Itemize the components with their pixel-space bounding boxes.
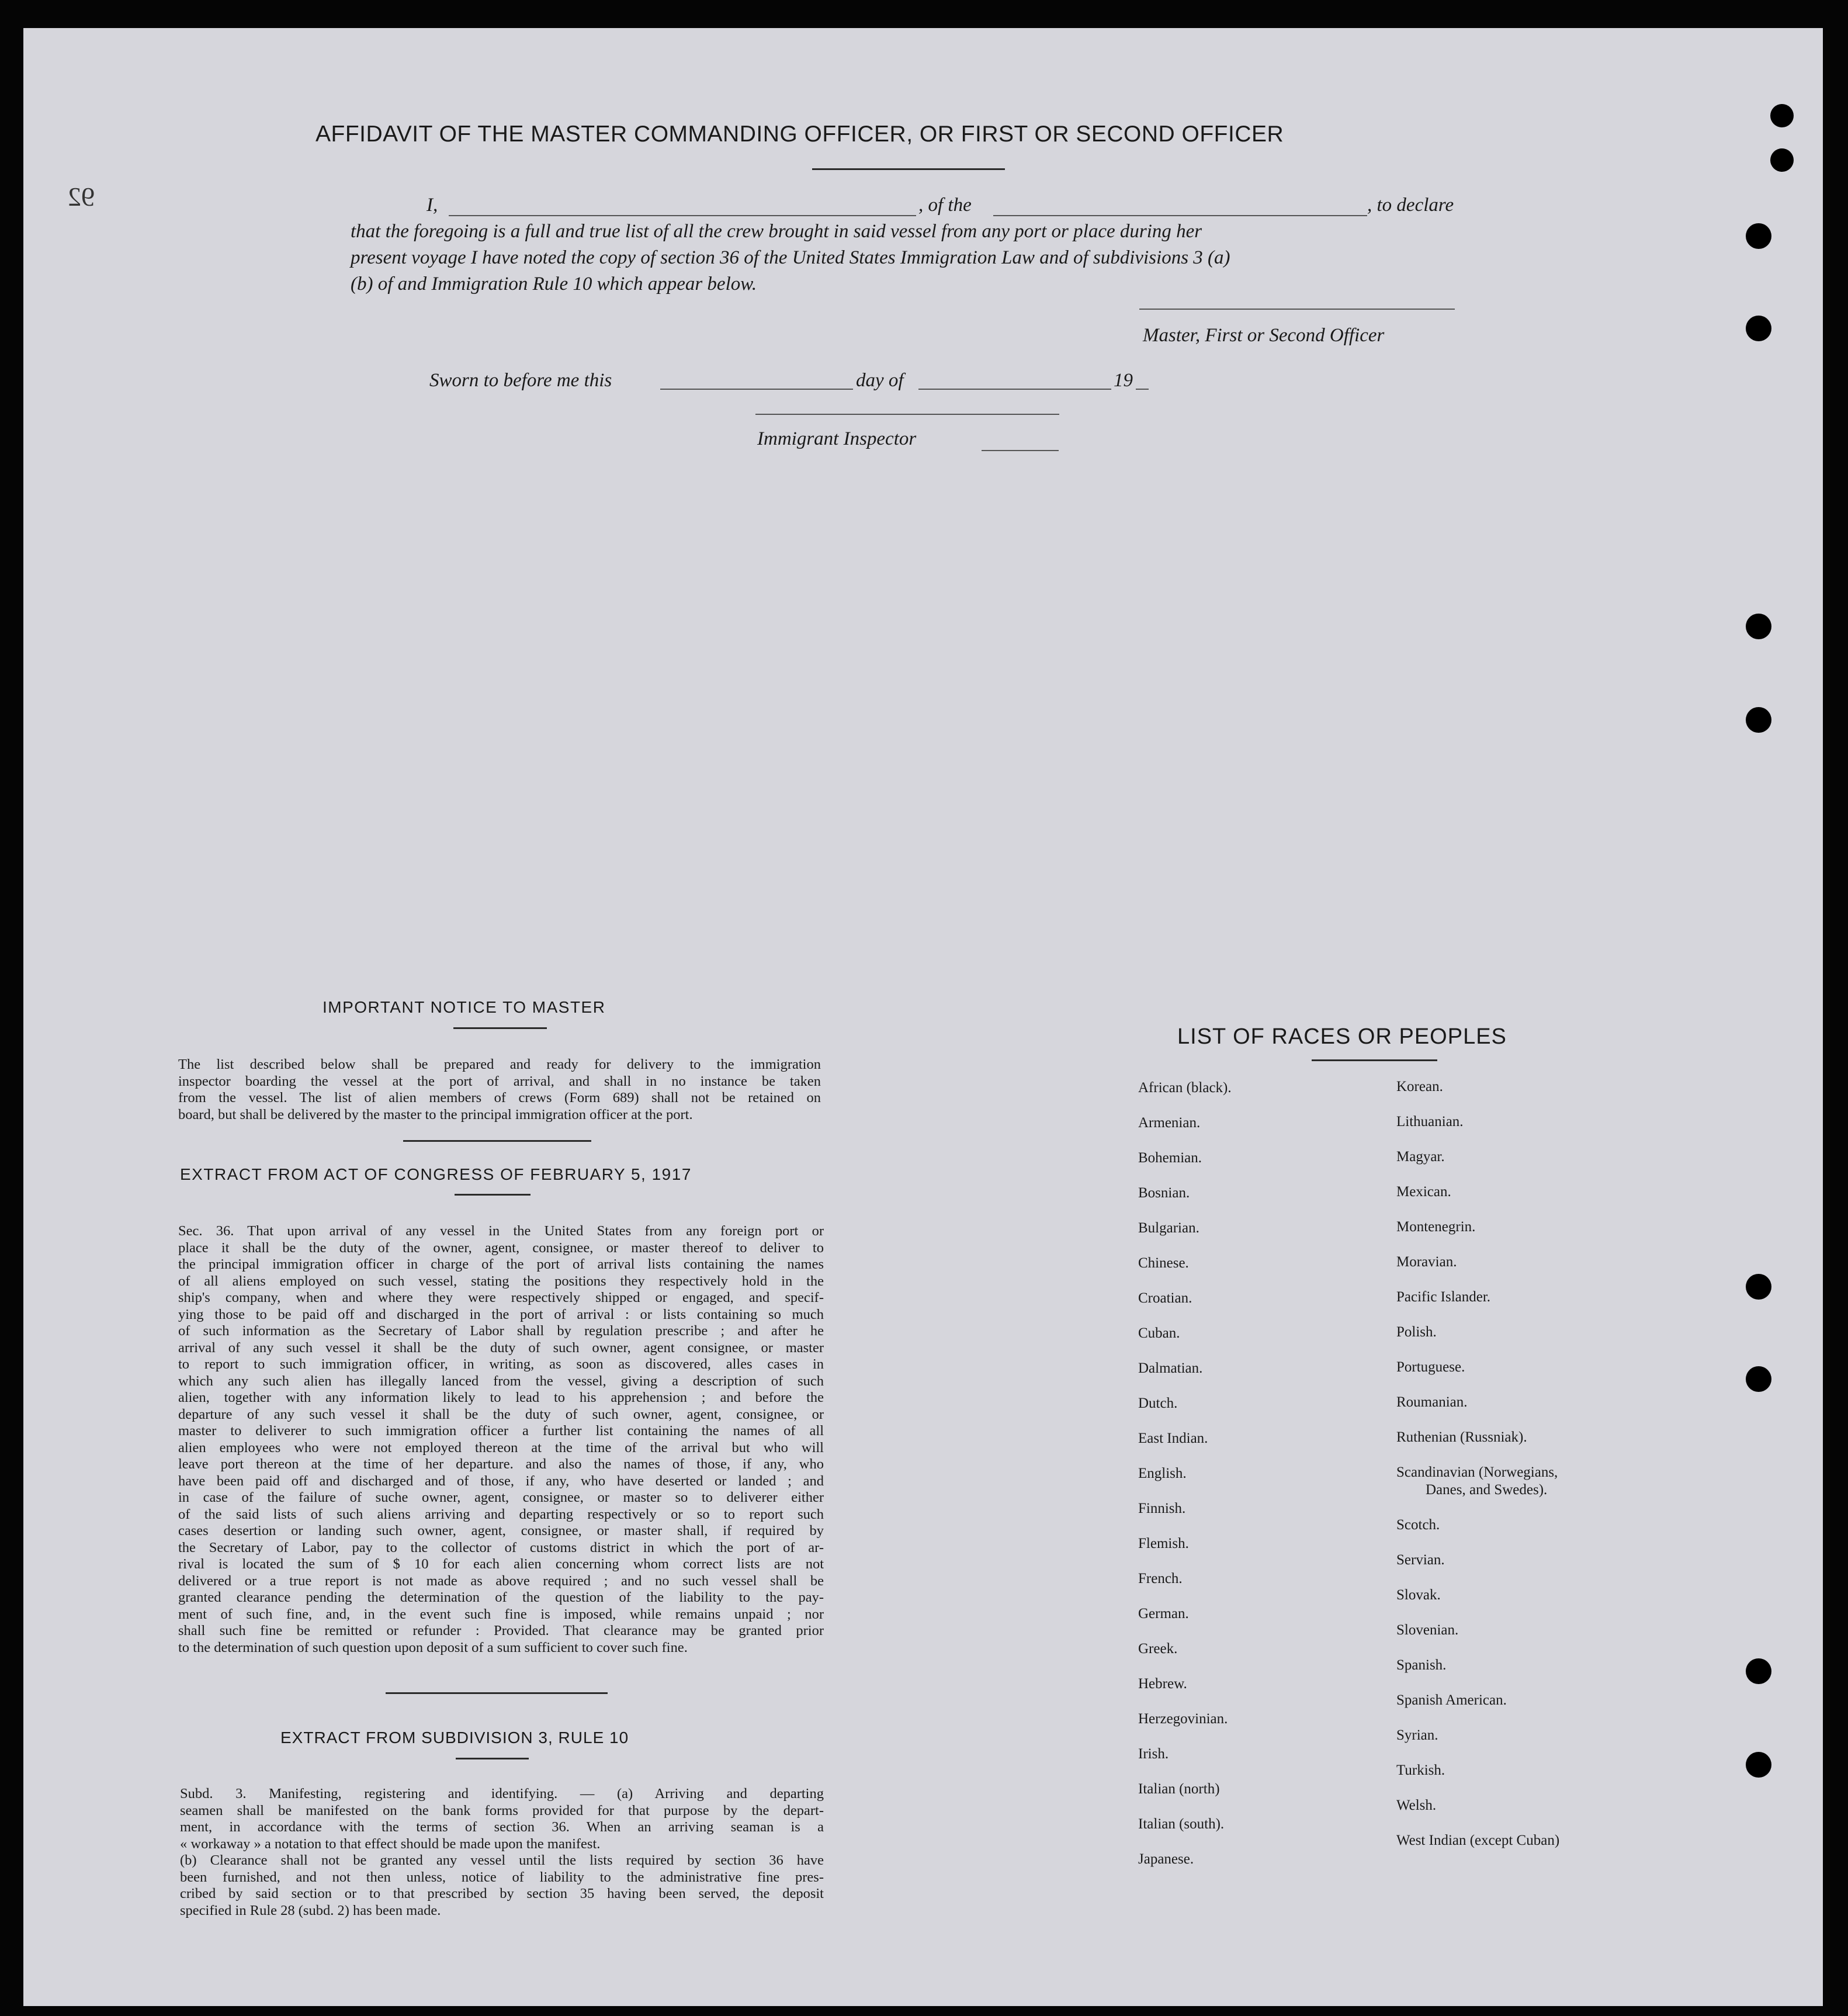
affidavit-line3: present voyage I have noted the copy of section 36 of the United States Immigration Law and of subdivisions 3 (a) (351, 247, 1230, 268)
affidavit-line1-a: I, (427, 195, 438, 216)
act-line: master to deliverer to such immigration officer a further list containing the names of all (178, 1423, 824, 1439)
act-line: ying those to be paid off and discharged in the port of arrival : or lists containing so much (178, 1306, 824, 1322)
act-line: which any such alien has illegally lanced from the vessel, giving a description of such (178, 1373, 824, 1389)
race-item: French. (1138, 1571, 1183, 1587)
act-line: ment of such fine, and, in the event such fine is imposed, while remains unpaid ; nor (178, 1606, 824, 1622)
title-underline (812, 168, 1005, 170)
rule-line: (b) Clearance shall not be granted any vessel until the lists required by section 36 have (180, 1852, 824, 1868)
races-title: LIST OF RACES OR PEOPLES (1177, 1024, 1507, 1049)
race-item: Armenian. (1138, 1115, 1201, 1131)
notice-line: inspector boarding the vessel at the port of arrival, and shall in no instance be taken (178, 1073, 821, 1089)
sworn-year-blank (1136, 389, 1149, 390)
race-item: Moravian. (1396, 1254, 1457, 1270)
page-number: 92 (68, 182, 95, 212)
act-line: place it shall be the duty of the owner, agent, consignee, or master thereof to deliver to (178, 1239, 824, 1256)
race-item: Dalmatian. (1138, 1360, 1203, 1376)
race-item: East Indian. (1138, 1430, 1208, 1446)
name-blank (449, 215, 916, 216)
race-item: Turkish. (1396, 1762, 1445, 1778)
rule-title: EXTRACT FROM SUBDIVISION 3, RULE 10 (280, 1729, 629, 1747)
act-line: the principal immigration officer in charge of the port of arrival lists containing the names (178, 1256, 824, 1272)
act-line: ship's company, when and where they were respectively shipped or engaged, and specif- (178, 1290, 824, 1305)
notice-divider (403, 1140, 591, 1142)
punch-hole (1746, 1366, 1771, 1392)
rule-line: « workaway » a notation to that effect should be made upon the manifest. (180, 1835, 601, 1852)
race-item: Korean. (1396, 1079, 1443, 1094)
sworn-text-c: 19 (1114, 370, 1133, 391)
race-item: Spanish American. (1396, 1692, 1507, 1708)
affidavit-line2: that the foregoing is a full and true list of all the crew brought in said vessel from any port or place during her (351, 221, 1202, 242)
act-line: in case of the failure of suche owner, agent, consignee, or master so to deliverer either (178, 1490, 824, 1505)
notice-line: from the vessel. The list of alien members of crews (Form 689) shall not be retained on (178, 1090, 821, 1106)
act-line: cases desertion or landing such owner, agent, consignee, or master shall, if required by (178, 1523, 824, 1539)
act-line: to the determination of such question upon deposit of a sum sufficient to cover such fine. (178, 1639, 688, 1655)
act-line: of such information as the Secretary of Labor shall by regulation prescribe ; and after he (178, 1323, 824, 1339)
race-item: Scandinavian (Norwegians, (1396, 1464, 1558, 1480)
rule-line: seamen shall be manifested on the bank forms provided for that purpose by the depart- (180, 1802, 824, 1818)
rule-body (180, 1786, 824, 1919)
race-item: Dutch. (1138, 1395, 1178, 1411)
act-line: to report to such immigration officer, in writing, as soon as discovered, alles cases in (178, 1356, 824, 1372)
race-item: Bosnian. (1138, 1185, 1190, 1201)
act-line: arrival of any such vessel it shall be the duty of such owner, agent consignee, or master (178, 1339, 824, 1356)
notice-title: IMPORTANT NOTICE TO MASTER (323, 998, 606, 1016)
sworn-text-b: day of (856, 370, 904, 391)
act-line: rival is located the sum of $ 10 for each alien concerning whom correct lists are not (178, 1556, 824, 1572)
notice-line: The list described below shall be prepared and ready for delivery to the immigration (178, 1057, 821, 1072)
inspector-line (755, 414, 1059, 415)
act-line: leave port thereon at the time of her departure. and also the names of those, if any, who (178, 1456, 824, 1472)
punch-hole (1746, 1274, 1771, 1300)
act-body (178, 1223, 824, 1656)
act-line: of all aliens employed on such vessel, stating the positions they respectively hold in the (178, 1273, 824, 1289)
act-line: delivered or a true report is not made as above required ; and no such vessel shall be (178, 1572, 824, 1589)
race-item: Montenegrin. (1396, 1219, 1476, 1235)
race-item: African (black). (1138, 1080, 1232, 1096)
vessel-blank (993, 215, 1367, 216)
act-line: departure of any such vessel it shall be the duty of such owner, agent, consignee, or (178, 1406, 824, 1422)
race-item: English. (1138, 1466, 1187, 1481)
punch-hole (1770, 104, 1794, 127)
punch-hole (1770, 148, 1794, 172)
race-item: Ruthenian (Russniak). (1396, 1429, 1527, 1445)
notice-line: board, but shall be delivered by the master to the principal immigration officer at the port. (178, 1106, 693, 1123)
affidavit-title: AFFIDAVIT OF THE MASTER COMMANDING OFFICER, OR FIRST OR SECOND OFFICER (315, 122, 1284, 147)
race-item: Bulgarian. (1138, 1220, 1199, 1236)
act-line: shall such fine be remitted or refunder : Provided. That clearance may be granted prior (178, 1623, 824, 1639)
punch-hole (1746, 316, 1771, 341)
race-item: Spanish. (1396, 1657, 1447, 1673)
race-item: Bohemian. (1138, 1150, 1202, 1166)
race-item: Polish. (1396, 1324, 1437, 1340)
act-line: alien employees who were not employed thereon at the time of the arrival but who will (178, 1439, 824, 1456)
race-item: Servian. (1396, 1552, 1445, 1568)
race-item: Slovenian. (1396, 1622, 1459, 1638)
act-line: the Secretary of Labor, pay to the collector of customs district in which the port of ar- (178, 1539, 824, 1556)
race-item: Croatian. (1138, 1290, 1192, 1306)
race-item: West Indian (except Cuban) (1396, 1833, 1560, 1848)
punch-hole (1746, 1752, 1771, 1778)
race-item: Mexican. (1396, 1184, 1451, 1200)
race-item: Welsh. (1396, 1797, 1437, 1813)
race-item: Slovak. (1396, 1587, 1441, 1603)
race-item: Chinese. (1138, 1255, 1189, 1271)
sworn-day-blank (660, 389, 853, 390)
rule-line: Subd. 3. Manifesting, registering and identifying. — (a) Arriving and departing (180, 1786, 824, 1802)
affidavit-line1-c: , to declare (1367, 195, 1454, 216)
race-item: Portuguese. (1396, 1359, 1465, 1375)
rule-line: been furnished, and not then unless, notice of liability to the administrative fine pres- (180, 1869, 824, 1885)
race-item: Hebrew. (1138, 1676, 1187, 1692)
signature-label: Master, First or Second Officer (1143, 325, 1385, 346)
rule-line: ment, in accordance with the terms of section 36. When an arriving seaman is a (180, 1819, 824, 1835)
act-line: of the said lists of such aliens arriving and departing respectively or so to report such (178, 1506, 824, 1522)
punch-hole (1746, 614, 1771, 639)
notice-underline (453, 1027, 547, 1029)
race-item: Italian (north) (1138, 1781, 1220, 1797)
affidavit-line4: (b) of and Immigration Rule 10 which appear below. (351, 273, 757, 295)
race-item: Cuban. (1138, 1325, 1180, 1341)
punch-hole (1746, 1658, 1771, 1684)
race-item: Finnish. (1138, 1501, 1186, 1516)
rule-underline (456, 1758, 529, 1759)
punch-hole (1746, 223, 1771, 249)
act-divider (386, 1692, 608, 1694)
race-item: German. (1138, 1606, 1189, 1622)
race-item: Scotch. (1396, 1517, 1440, 1533)
act-line: alien, together with any information likely to lead to his apprehension ; and before the (178, 1390, 824, 1405)
race-item: Lithuanian. (1396, 1114, 1464, 1130)
sworn-month-blank (918, 389, 1111, 390)
race-item: Magyar. (1396, 1149, 1445, 1165)
act-line: Sec. 36. That upon arrival of any vessel in the United States from any foreign port or (178, 1223, 824, 1239)
race-item: Pacific Islander. (1396, 1289, 1491, 1305)
act-line: granted clearance pending the determination of the question of the liability to the pay- (178, 1589, 824, 1605)
act-underline (455, 1194, 531, 1196)
inspector-label: Immigrant Inspector (757, 428, 917, 449)
race-item: Italian (south). (1138, 1816, 1225, 1832)
race-item: Japanese. (1138, 1851, 1194, 1867)
affidavit-line1-b: , of the (918, 195, 972, 216)
act-line: have been paid off and discharged and of those, if any, who have deserted or landed ; and (178, 1473, 824, 1489)
race-item: Syrian. (1396, 1727, 1438, 1743)
rule-line: specified in Rule 28 (subd. 2) has been made. (180, 1902, 441, 1918)
inspector-tail-line (982, 450, 1059, 451)
punch-hole (1746, 707, 1771, 733)
races-underline (1312, 1059, 1437, 1061)
act-title: EXTRACT FROM ACT OF CONGRESS OF FEBRUARY 5, 1917 (180, 1165, 692, 1183)
race-item: Greek. (1138, 1641, 1178, 1657)
rule-line: cribed by said section or to that prescribed by section 35 having been served, the deposit (180, 1886, 824, 1901)
race-item: Herzegovinian. (1138, 1711, 1228, 1727)
document-sheet (23, 28, 1823, 2006)
sworn-text-a: Sworn to before me this (429, 370, 612, 391)
race-item: Danes, and Swedes). (1426, 1482, 1548, 1498)
signature-line (1139, 309, 1455, 310)
race-item: Flemish. (1138, 1536, 1189, 1551)
notice-body (178, 1057, 821, 1123)
race-item: Irish. (1138, 1746, 1169, 1762)
race-item: Roumanian. (1396, 1394, 1468, 1410)
